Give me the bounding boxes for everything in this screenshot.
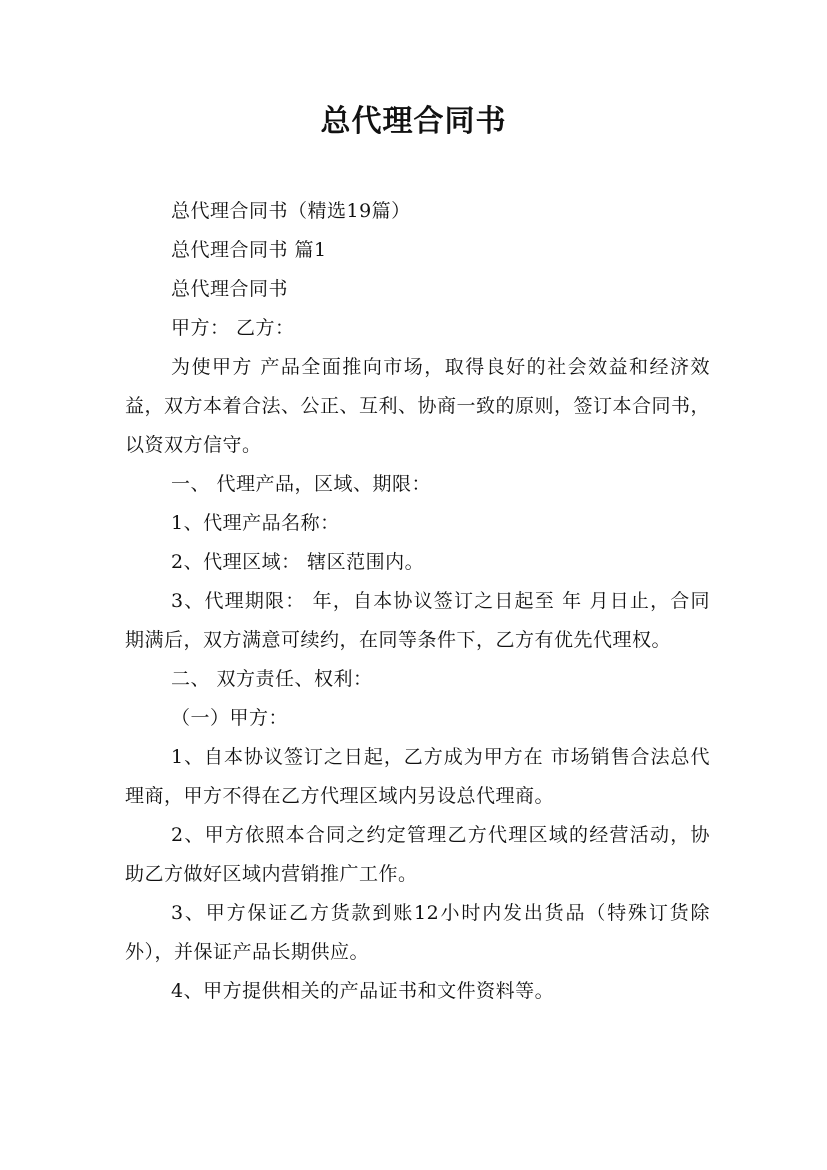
paragraph-agency-region: 2、代理区域： 辖区范围内。 (171, 551, 425, 573)
paragraph-party-a-item-3: 3、甲方保证乙方货款到账12小时内发出货品（特殊订货除外），并保证产品长期供应。 (125, 902, 710, 963)
paragraph-contract-name: 总代理合同书 (171, 278, 289, 300)
paragraph-party-a-item-1: 1、自本协议签订之日起，乙方成为甲方在 市场销售合法总代理商，甲方不得在乙方代理区域内另设总代理商。 (125, 746, 710, 807)
paragraph-section-2-heading: 二、 双方责任、权利： (171, 668, 373, 690)
document-body (125, 192, 710, 1011)
paragraph-party-a-item-4: 4、甲方提供相关的产品证书和文件资料等。 (171, 980, 555, 1002)
document-title: 总代理合同书 (320, 104, 507, 139)
paragraph-agency-term: 3、代理期限： 年，自本协议签订之日起至 年 月日止，合同期满后，双方满意可续约，在同等条件下，乙方有优先代理权。 (125, 590, 710, 651)
paragraph-subtitle: 总代理合同书（精选19篇） (171, 200, 411, 222)
paragraph-article-heading: 总代理合同书 篇1 (171, 239, 327, 261)
paragraph-preamble: 为使甲方 产品全面推向市场，取得良好的社会效益和经济效益，双方本着合法、公正、互利、协商一致的原则，签订本合同书，以资双方信守。 (125, 356, 711, 456)
paragraph-section-1-heading: 一、 代理产品，区域、期限： (171, 473, 432, 495)
paragraph-party-a-heading: （一）甲方： (171, 707, 289, 729)
paragraph-parties: 甲方： 乙方： (171, 317, 295, 339)
paragraph-product-name: 1、代理产品名称： (171, 512, 340, 534)
paragraph-party-a-item-2: 2、甲方依照本合同之约定管理乙方代理区域的经营活动，协助乙方做好区域内营销推广工作。 (125, 824, 710, 885)
